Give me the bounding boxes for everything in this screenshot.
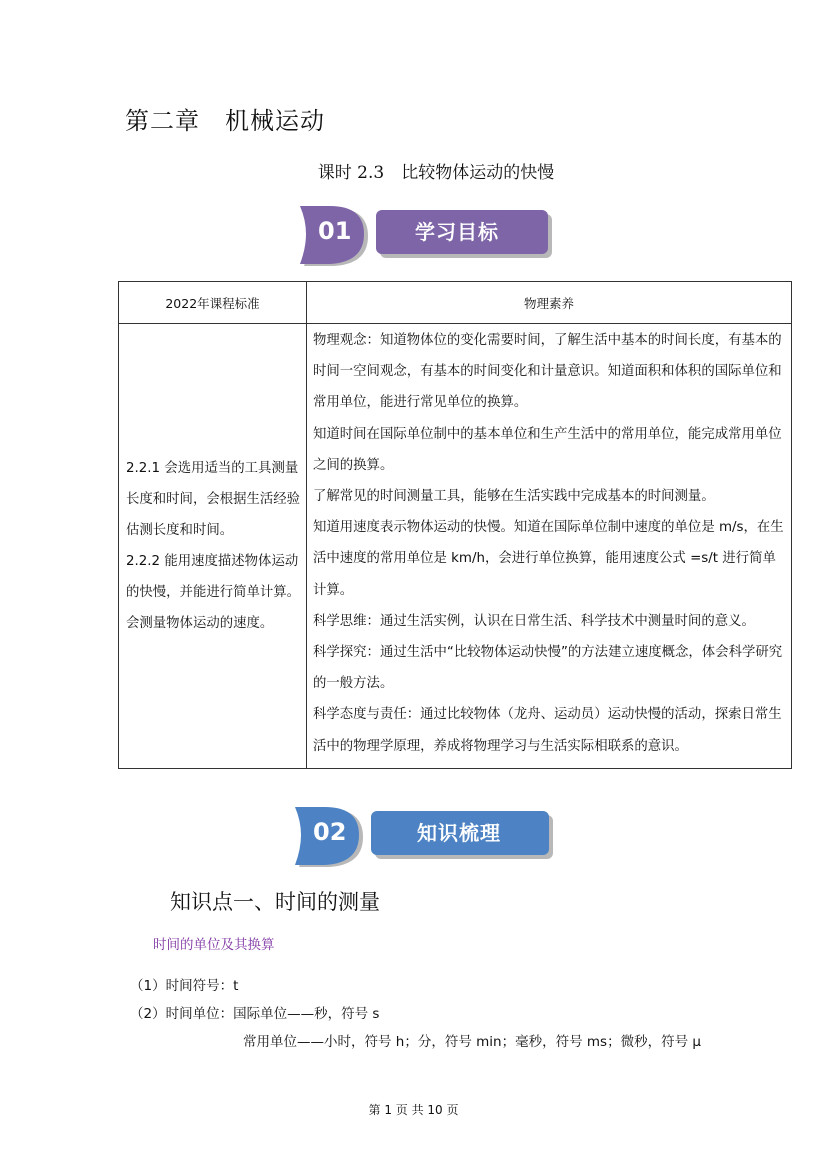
header-standard: 2022年课程标准	[119, 282, 307, 324]
literacy-item: 物理观念：知道物体位的变化需要时间，了解生活中基本的时间长度，有基本的时间一空间观念，有基本的时间变化和计量意识。知道面积和体积的国际单位和常用单位，能进行常见单位的换算。	[313, 333, 782, 411]
banner-label: 学习目标	[415, 220, 499, 244]
knowledge-line: 常用单位——小时，符号 h；分，符号 min；毫秒，符号 ms；微秒，符号 μ	[243, 1034, 701, 1050]
literacy-item: 知道用速度表示物体运动的快慢。知道在国际单位制中速度的单位是 m/s，在生活中速度的常用单位是 km/h，会进行单位换算，能用速度公式 =s/t 进行简单计算。	[313, 520, 784, 598]
banner-label: 知识梳理	[417, 821, 501, 845]
literacy-item: 科学探究：通过生活中“比较物体运动快慢”的方法建立速度概念，体会科学研究的一般方法。	[313, 645, 783, 692]
knowledge-line: （2）时间单位：国际单位——秒，符号 s	[130, 1006, 380, 1022]
knowledge-line: （1）时间符号：t	[130, 978, 239, 994]
literacy-item: 了解常见的时间测量工具，能够在生活实践中完成基本的时间测量。	[313, 489, 715, 505]
literacy-item: 知道时间在国际单位制中的基本单位和生产生活中的常用单位，能完成常用单位之间的换算。	[313, 426, 782, 473]
table-header-row	[119, 282, 792, 324]
knowledge-point-title: 知识点一、时间的测量	[170, 890, 380, 914]
chapter-title: 第二章 机械运动	[125, 107, 325, 135]
knowledge-subheading: 时间的单位及其换算	[153, 937, 275, 953]
banner-number: 02	[313, 818, 347, 846]
literacy-cell	[307, 324, 792, 769]
page-footer: 第 1 页 共 10 页	[368, 1103, 459, 1117]
standard-item: 2.2.2 能用速度描述物体运动的快慢，并能进行简单计算。会测量物体运动的速度。	[126, 553, 301, 631]
literacy-item: 科学思维：通过生活实例，认识在日常生活、科学技术中测量时间的意义。	[313, 613, 755, 629]
standard-cell	[119, 324, 307, 769]
section-banner-knowledge	[295, 803, 555, 873]
literacy-item: 科学态度与责任：通过比较物体（龙舟、运动员）运动快慢的活动，探索日常生活中的物理学原理，养成将物理学习与生活实际相联系的意识。	[313, 707, 782, 754]
section-banner-learning-goals	[300, 202, 560, 272]
header-literacy: 物理素养	[307, 282, 792, 324]
lesson-title: 课时 2.3 比较物体运动的快慢	[317, 163, 555, 183]
banner-number: 01	[318, 217, 352, 245]
standard-item: 2.2.1 会选用适当的工具测量长度和时间，会根据生活经验估测长度和时间。	[126, 460, 301, 538]
goals-table	[118, 281, 792, 769]
table-row	[119, 324, 792, 769]
